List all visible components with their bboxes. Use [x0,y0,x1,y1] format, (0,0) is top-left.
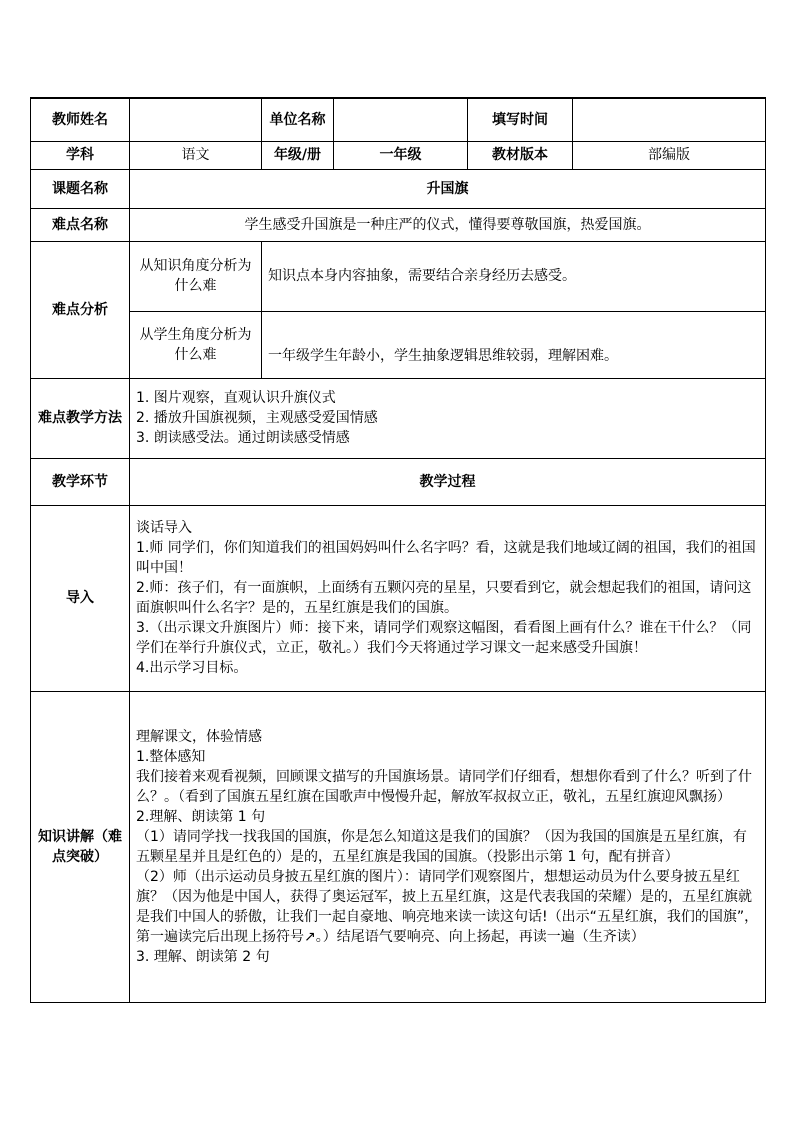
subject-value: 语文 [130,141,262,169]
method-item: 1. 图片观察，直观认识升旗仪式 [136,390,336,406]
row-knowledge [31,691,766,1002]
methods-list [130,378,766,458]
lesson-title-value: 升国旗 [130,169,766,208]
unit-name-value [334,98,468,141]
fill-time-value [573,98,766,141]
row-process-header [31,458,766,505]
intro-line: 1.师 同学们，你们知道我们的祖国妈妈叫什么名字吗？看，这就是我们地域辽阔的祖国，我们的祖国叫中国！ [136,540,756,576]
grade-label: 年级/册 [262,141,334,169]
intro-line: 2.师：孩子们，有一面旗帜，上面绣有五颗闪亮的星星，只要看到它，就会想起我们的祖国，请问这面旗帜叫什么名字？是的，五星红旗是我们的国旗。 [136,580,752,616]
knowledge-line: 理解课文，体验情感 [136,728,262,745]
row-header [31,98,766,141]
knowledge-content [130,691,766,1002]
knowledge-line: （2）师（出示运动员身披五星红旗的图片）：请同学们观察图片，想想运动员为什么要身披五星红旗？（因为他是中国人，获得了奥运冠军，披上五星红旗，这是代表我国的荣耀）是的，五星红旗就是我们中国人的骄傲，让我们一起自豪地、响亮地来读一读这句话!（出示“五星红旗，我们的国旗”，第一遍读完后出现上扬符号↗。）结尾语气要响亮、向上扬起，再读一遍（生齐读） [136,868,759,945]
row-lesson [31,169,766,208]
fill-time-label: 填写时间 [468,98,573,141]
knowledge-line: 2.理解、朗读第 1 句 [136,808,266,825]
knowledge-line: 3. 理解、朗读第 2 句 [136,948,270,965]
lesson-plan-table [30,97,766,1003]
edition-label: 教材版本 [468,141,573,169]
teacher-name-label: 教师姓名 [31,98,130,141]
intro-line: 谈话导入 [136,520,192,536]
difficulty-label: 难点名称 [31,208,130,241]
method-item: 2. 播放升国旗视频，主观感受爱国情感 [136,410,378,426]
subject-label: 学科 [31,141,130,169]
intro-line: 3.（出示课文升旗图片）师：接下来，请同学们观察这幅图，看看图上画有什么？谁在干什么？（同学们在举行升旗仪式，立正，敬礼。）我们今天将通过学习课文一起来感受升国旗！ [136,620,752,656]
row-difficulty [31,208,766,241]
intro-line: 4.出示学习目标。 [136,660,248,676]
row-intro [31,505,766,691]
knowledge-line: 我们接着来观看视频，回顾课文描写的升国旗场景。请同学们仔细看，想想你看到了什么？听到了什么？。（看到了国旗五星红旗在国歌声中慢慢升起，解放军叔叔立正，敬礼，五星红旗迎风飘扬） [136,768,752,805]
row-analysis-student [31,311,766,378]
intro-content [130,505,766,691]
row-analysis-knowledge [31,241,766,311]
difficulty-value: 学生感受升国旗是一种庄严的仪式，懂得要尊敬国旗，热爱国旗。 [130,208,766,241]
intro-label: 导入 [31,505,130,691]
analysis-label: 难点分析 [31,241,130,378]
teacher-name-value [130,98,262,141]
row-methods [31,378,766,458]
lesson-title-label: 课题名称 [31,169,130,208]
student-angle-value: 一年级学生年龄小，学生抽象逻辑思维较弱，理解困难。 [262,311,766,378]
stage-label: 教学环节 [31,458,130,505]
knowledge-label: 知识讲解（难点突破） [31,691,130,1002]
unit-name-label: 单位名称 [262,98,334,141]
methods-label: 难点教学方法 [31,378,130,458]
process-label: 教学过程 [130,458,766,505]
knowledge-line: 1.整体感知 [136,748,206,765]
knowledge-angle-value: 知识点本身内容抽象，需要结合亲身经历去感受。 [262,241,766,311]
knowledge-angle-label: 从知识角度分析为什么难 [130,241,262,311]
edition-value: 部编版 [573,141,766,169]
knowledge-line: （1）请同学找一找我国的国旗，你是怎么知道这是我们的国旗？（因为我国的国旗是五星红旗，有五颗星星并且是红色的）是的，五星红旗是我国的国旗。（投影出示第 1 句，配有拼音） [136,828,747,865]
method-item: 3. 朗读感受法。通过朗读感受情感 [136,430,350,446]
student-angle-label: 从学生角度分析为什么难 [130,311,262,378]
grade-value: 一年级 [334,141,468,169]
row-info [31,141,766,169]
